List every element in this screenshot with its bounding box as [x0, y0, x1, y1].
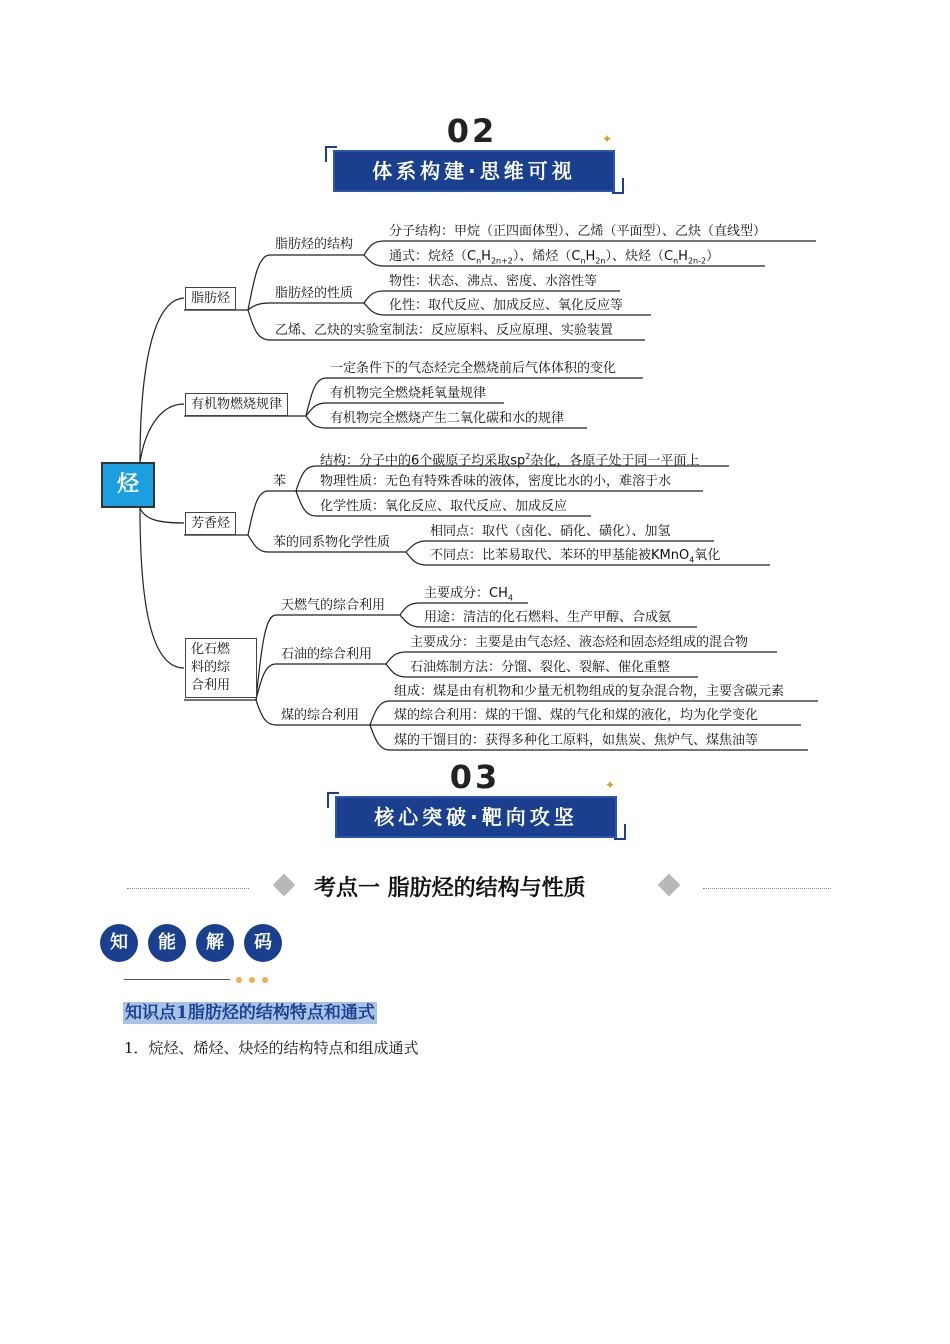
sparkle-icon: ✦	[605, 778, 616, 792]
branch-aliphatic: 脂肪烃	[185, 287, 236, 310]
leaf-text: 用途：清洁的化石燃料、生产甲醇、合成氨	[424, 610, 672, 625]
badge-underline	[124, 979, 230, 980]
badge-neng: 能	[148, 924, 186, 962]
dot	[236, 977, 242, 983]
section-2-number: 02	[446, 112, 498, 150]
badge-zhi: 知	[100, 924, 138, 962]
leaf-text: 有机物完全燃烧耗氧量规律	[330, 386, 487, 401]
badge-jie: 解	[196, 924, 234, 962]
knowledge-heading: 知识点1脂肪烃的结构特点和通式	[125, 1003, 375, 1023]
section-3-number: 03	[449, 758, 501, 796]
leaf-text: 有机物完全燃烧产生二氧化碳和水的规律	[330, 411, 565, 426]
sub-coal: 煤的综合利用	[281, 708, 360, 723]
leaf-text: 不同点：比苯易取代、苯环的甲基能被KMnO$_4$氧化	[430, 548, 721, 565]
dot	[262, 977, 268, 983]
sub-petroleum: 石油的综合利用	[281, 647, 373, 662]
knowledge-item-1: 1．烷烃、烯烃、炔烃的结构特点和组成通式	[124, 1039, 419, 1057]
sub-homologue: 苯的同系物化学性质	[273, 535, 391, 550]
dot	[249, 977, 255, 983]
diamond-icon	[658, 874, 681, 897]
leaf-text: 结构：分子中的6个碳原子均采取$sp^2$杂化，各原子处于同一平面上	[320, 452, 700, 469]
leaf-text: 煤的干馏目的：获得多种化工原料，如焦炭、焦炉气、煤焦油等	[394, 733, 759, 748]
branch-aromatic: 芳香烃	[185, 512, 236, 535]
sub-properties: 脂肪烃的性质	[275, 286, 354, 301]
leaf-text: 乙烯、乙炔的实验室制法：反应原料、反应原理、实验装置	[275, 323, 614, 338]
leaf-text: 化学性质：氧化反应、取代反应、加成反应	[320, 499, 568, 514]
leaf-text: 组成：煤是由有机物和少量无机物组成的复杂混合物，主要含碳元素	[394, 684, 785, 699]
leaf-text: 主要成分：$CH_4$	[424, 586, 513, 603]
leaf-text: 石油炼制方法：分馏、裂化、裂解、催化重整	[410, 660, 671, 675]
badge-ma: 码	[244, 924, 282, 962]
mindmap-root: 烃	[101, 462, 155, 508]
leaf-text: 主要成分：主要是由气态烃、液态烃和固态烃组成的混合物	[410, 635, 749, 650]
divider-right	[703, 888, 831, 889]
leaf-text: 一定条件下的气态烃完全燃烧前后气体体积的变化	[330, 361, 617, 376]
section-2-banner: 体系构建·思维可视	[333, 150, 615, 192]
leaf-text: 通式：烷烃$(C_nH_{2n+2})$、烯烃$(C_nH_{2n})$、炔烃$(C_nH_{2n-2})$	[389, 249, 720, 266]
sub-natural-gas: 天燃气的综合利用	[281, 598, 386, 613]
branch-combustion: 有机物燃烧规律	[185, 393, 288, 416]
sub-structure: 脂肪烃的结构	[275, 237, 354, 252]
kaodian-title: 考点一 脂肪烃的结构与性质	[314, 876, 586, 901]
leaf-text: 煤的综合利用：煤的干馏、煤的气化和煤的液化，均为化学变化	[394, 708, 759, 723]
branch-fossil: 化石燃 料的综 合利用	[185, 638, 257, 698]
leaf-text: 化性：取代反应、加成反应、氧化反应等	[389, 298, 624, 313]
sub-benzene: 苯	[273, 474, 287, 489]
sparkle-icon: ✦	[602, 132, 613, 146]
leaf-text: 物性：状态、沸点、密度、水溶性等	[389, 274, 598, 289]
divider-left	[127, 888, 249, 889]
leaf-text: 物理性质：无色有特殊香味的液体，密度比水的小，难溶于水	[320, 474, 672, 489]
section-3-banner: 核心突破·靶向攻坚	[335, 796, 617, 838]
leaf-text: 分子结构：甲烷（正四面体型）、乙烯（平面型）、乙炔（直线型）	[389, 224, 767, 239]
diamond-icon	[273, 874, 296, 897]
leaf-text: 相同点：取代（卤化、硝化、磺化）、加氢	[430, 524, 671, 539]
